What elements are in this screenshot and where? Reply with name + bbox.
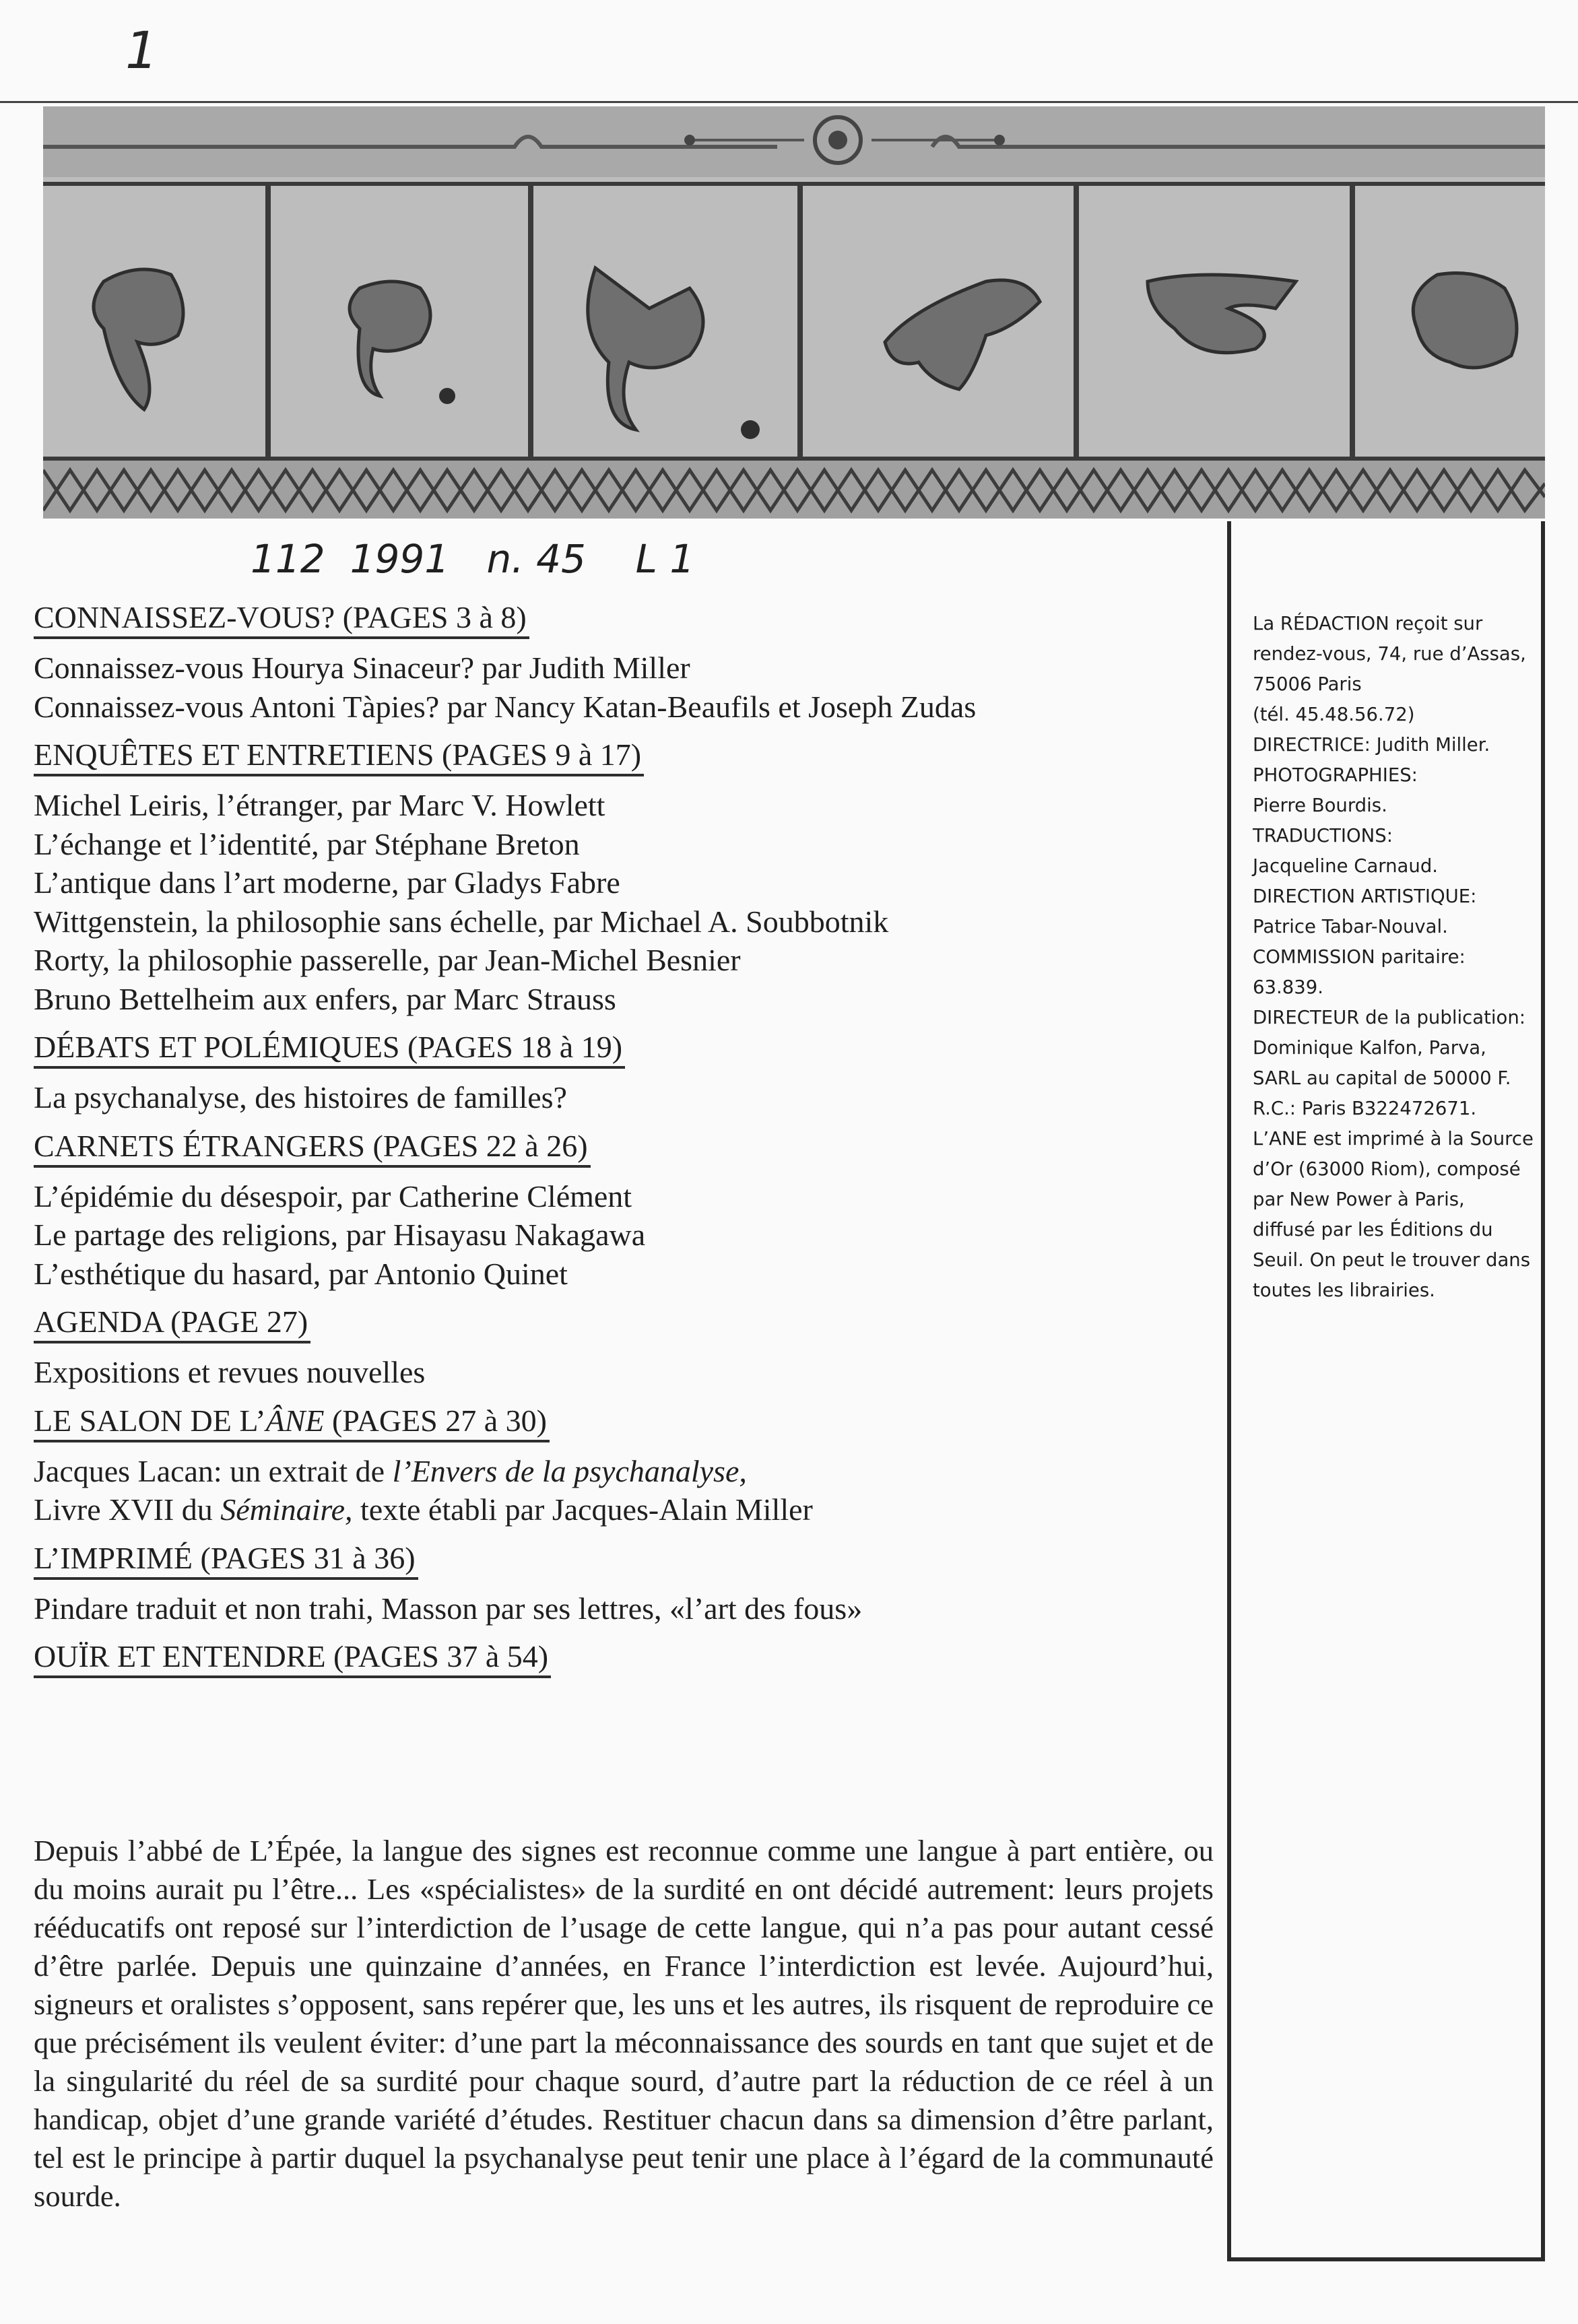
toc-entry: L’échange et l’identité, par Stéphane Breton xyxy=(34,826,580,861)
section-heading: CONNAISSEZ-VOUS? (PAGES 3 à 8) xyxy=(34,598,529,639)
toc-entry: Expositions et revues nouvelles xyxy=(34,1355,426,1390)
toc-entry: Connaissez-vous Antoni Tàpies? par Nancy Katan-Beaufils et Joseph Zudas xyxy=(34,689,977,724)
table-of-contents xyxy=(34,598,1226,1688)
toc-entry: Le partage des religions, par Hisayasu Nakagawa xyxy=(34,1218,646,1253)
toc-section xyxy=(34,1302,1226,1392)
toc-section xyxy=(34,598,1226,726)
section-heading: DÉBATS ET POLÉMIQUES (PAGES 18 à 19) xyxy=(34,1028,625,1069)
toc-entry: L’épidémie du désespoir, par Catherine Clément xyxy=(34,1178,632,1214)
toc-entry: Wittgenstein, la philosophie sans échelle, par Michael A. Soubbotnik xyxy=(34,904,889,939)
toc-entry: L’antique dans l’art moderne, par Gladys Fabre xyxy=(34,865,620,900)
toc-entry: Connaissez-vous Hourya Sinaceur? par Judith Miller xyxy=(34,651,690,686)
toc-entry: Michel Leiris, l’étranger, par Marc V. Howlett xyxy=(34,788,605,823)
toc-entry: Bruno Bettelheim aux enfers, par Marc Strauss xyxy=(34,981,616,1016)
entry-part: texte établi par Jacques-Alain Miller xyxy=(352,1492,813,1527)
section-heading: ENQUÊTES ET ENTRETIENS (PAGES 9 à 17) xyxy=(34,735,644,776)
editorial-sidebar xyxy=(1227,521,1545,2261)
toc-entry: L’esthétique du hasard, par Antonio Quinet xyxy=(34,1256,568,1291)
toc-section xyxy=(34,1401,1226,1529)
sign-language-hands-icon xyxy=(43,106,1545,519)
section-heading xyxy=(34,1401,550,1442)
heading-part: LE SALON DE L’ xyxy=(34,1403,266,1438)
toc-entry: La psychanalyse, des histoires de familles? xyxy=(34,1080,567,1115)
section-heading: CARNETS ÉTRANGERS (PAGES 22 à 26) xyxy=(34,1127,591,1168)
entry-part-italic: l’Envers de la psychanalyse, xyxy=(392,1453,747,1488)
page-number: 1 xyxy=(125,20,158,80)
toc-entry: Pindare traduit et non trahi, Masson par ses lettres, «l’art des fous» xyxy=(34,1591,863,1626)
ouir-et-entendre-paragraph: Depuis l’abbé de L’Épée, la langue des signes est reconnue comme une langue à part entière, ou du moins aurait pu l’être... Les «spécialistes» de la surdité en ont décidé autrement: leurs projets rééducatifs ont reposé sur l’interdiction de l’usage de cette langue, qui n’a pas pour autant cessé d’être parlée. Depuis une quinzaine d’années, en France l’interdiction est levée. Aujourd’hui, signeurs et oralistes s’opposent, sans repérer que, les uns et les autres, ils risquent de reproduire ce que précisément ils veulent éviter: d’une part la méconnaissance des sourds en tant que sujet et de la singularité du réel de sa surdité pour chaque sourd, d’autre part la réduction de ce réel à un handicap, objet d’une grande variété d’études. Restituer chacun dans sa dimension d’être parlant, tel est le principe à partir duquel la psychanalyse peut tenir une place à l’égard de la communauté sourde. xyxy=(34,1834,1214,2213)
toc-section xyxy=(34,1539,1226,1628)
section-heading: L’IMPRIMÉ (PAGES 31 à 36) xyxy=(34,1539,418,1580)
archive-handwritten-note: 112 1991 n. 45 L 1 xyxy=(251,536,695,582)
top-rule xyxy=(0,101,1578,103)
sign-language-banner xyxy=(43,106,1545,519)
heading-part-italic: ÂNE xyxy=(265,1403,325,1438)
toc-entry xyxy=(34,1452,1226,1491)
toc-section xyxy=(34,1028,1226,1117)
masthead-text: La RÉDACTION reçoit sur rendez-vous, 74, rue d’Assas, 75006 Paris (tél. 45.48.56.72) DIRECTRICE: Judith Miller. PHOTOGRAPHIES: Pierre Bourdis. TRADUCTIONS: Jacqueline Carnaud. DIRECTION ARTISTIQUE: Patrice Tabar-Nouval. COMMISSION paritaire: 63.839. DIRECTEUR de la publication: Dominique Kalfon, Parva, SARL au capital de 50000 F. R.C.: Paris B322472671. L’ANE est imprimé à la Source d’Or (63000 Riom), composé par New Power à Paris, diffusé par les Éditions du Seuil. On peut le trouver dans toutes les librairies. xyxy=(1253,613,1534,1301)
entry-part-italic: Séminaire, xyxy=(220,1492,353,1527)
toc-section xyxy=(34,1127,1226,1294)
entry-part: Jacques Lacan: un extrait de xyxy=(34,1453,393,1488)
entry-part: Livre XVII du xyxy=(34,1492,221,1527)
section-heading: AGENDA (PAGE 27) xyxy=(34,1302,310,1343)
toc-entry xyxy=(34,1490,1226,1529)
section-heading: OUÏR ET ENTENDRE (PAGES 37 à 54) xyxy=(34,1637,551,1678)
toc-section xyxy=(34,735,1226,1018)
heading-part: (PAGES 27 à 30) xyxy=(324,1403,547,1438)
toc-section xyxy=(34,1637,1226,1688)
toc-entry: Rorty, la philosophie passerelle, par Jean-Michel Besnier xyxy=(34,943,741,978)
